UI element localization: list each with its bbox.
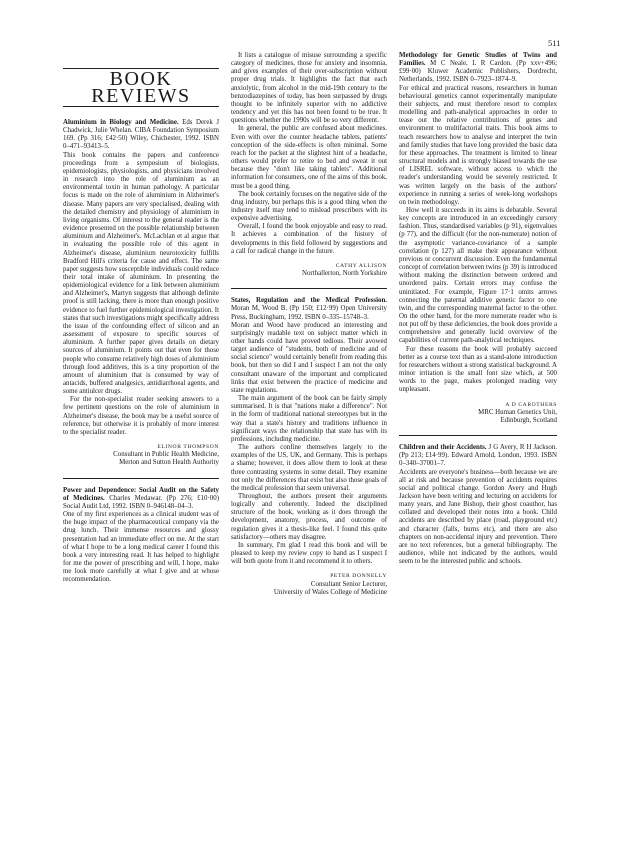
reviewer-affiliation: MRC Human Genetics Unit, <box>478 408 557 416</box>
divider <box>231 288 387 289</box>
reviewer-affiliation: Northallerton, North Yorkshire <box>302 270 387 278</box>
paragraph: The main argument of the book can be fairly simply summarised. It is that "nations make a difference". Not in the form of traditional national stereotypes but in the way that a state's history and traditions influence in significant ways the relationship that state has with its professions, including medicine. <box>231 395 387 443</box>
review-title: Children and their Accidents. <box>399 444 487 452</box>
paragraph: For these reasons the book will probably succeed better as a course text than as a stand-alone introduction for researchers without a strong statistical background. A minor irritation is the small font size which, at 500 words to the page, makes prolonged reading very unpleasant. <box>399 345 557 394</box>
reviewer-name: PETER DONNELLY <box>330 573 387 580</box>
paragraph: The book certainly focuses on the negative side of the drug industry, but perhaps this is a good thing when the industry itself may tend to mislead prescribers with its expensive advertising. <box>231 190 387 223</box>
paragraph: In general, the public are confused about medicines. Even with over the counter headache tablets, patients' conception of the side-effects is often minimal. Some reach for the packet at the slightest hint of a headache, others would prefer to retire to bed and sweat it out because they "don't like taking tablets". Additional information for consumers, one of the aims of this book, must be a good thing. <box>231 125 387 190</box>
reviewer-signature <box>399 401 557 425</box>
reviewer-affiliation: Edinburgh, Scotland <box>500 416 557 424</box>
paragraph: Accidents are everyone's business—both because we are all at risk and because prevention of accidents requires social and political change. Gordon Avery and Hugh Jackson have been writing and lecturing on accidents for many years, and Jane Bishop, their ghost coauthor, has collated and developed their notes into a book. Child accidents are described by place (road, playground etc) and character (falls, burns etc), and there are also chapters on non-accidental injury and prevention. There are no text references, but a general bibliography. The audience, while not indicated by the authors, would seem to be the interested public and schools. <box>399 468 557 566</box>
reviewer-name: A D CAROTHERS <box>505 401 557 408</box>
review-header-power-dependence <box>63 487 219 511</box>
review-header-aluminium <box>63 119 219 152</box>
reviewer-signature <box>231 262 387 278</box>
review-title: Methodology for Genetic Studies of Twins and Families. <box>399 52 557 68</box>
paragraph: This book contains the papers and conference proceedings from a symposium of biologists, epidemiologists, physiologists, and physicians involved in research into the role of aluminium as an environmental toxin in human pathology. A particular focus is made on the role of aluminium in Alzheimer's disease. Many papers are very specialised, dealing with the detailed chemistry and physiology of aluminium in living organisms. Of interest to the general reader is the evidence presented on the possible relationship between aluminium and Alzheimer's. McLachlan et al argue that in evaluating the possible role of this agent in Alzheimer's disease, aluminium neurotoxicity fulfills Bradford Hill's criteria for cause and effect. The same paper suggests how susceptible individuals could reduce their total intake of aluminium. In presenting the epidemiological evidence for a link between aluminium and Alzheimer's, Martyn suggests that although definite proof is still lacking, there is more than enough positive evidence to fuel further epidemiological investigation. It states that such investigations might specifically address the issue of the confounding effect of silicon and an assessment of exposure to specific sources of aluminium. A further paper gives details on dietary sources of aluminium. It points out that even for those people who consume relatively high doses of aluminium through food additives, this is a tiny proportion of the amount of aluminium that is consumed by way of antacids, buffered analgesics, antidiarrhoeal agents, and some antiulcer drugs. <box>63 151 219 396</box>
paragraph: Moran and Wood have produced an interesting and surprisingly readable text on subject matter which in other hands could have proved tedious. Their avowed target audience of "students, both of medicine and of social science" would certainly benefit from reading this book, but then so did I and I suspect I am not the only consultant unaware of the important and complicated links that exist between the practice of medicine and state regulations. <box>231 321 387 394</box>
reviewer-affiliation: Consultant in Public Health Medicine, <box>113 451 219 459</box>
paragraph: The authors confine themselves largely to the examples of the US, UK, and Germany. This is perhaps a shame; however, it does allow them to look at these three contrasting systems in some detail. They examine not only the differences that exist but also those goals of the medical profession that seem universal. <box>231 444 387 492</box>
paragraph: For ethical and practical reasons, researchers in human behavioural genetics cannot experimentally manipulate their subjects, and must therefore resort to complex modelling and path-analytical approaches in order to tease out the relative contributions of genes and environment to multifactorial traits. This book aims to teach researchers how to analyse and interpret the twin and family studies that have long provided the basic data for these approaches. The treatment is limited to linear structural models and is strongly biased towards the use of LISREL software, without access to which the reader's understanding would be severely restricted. It was written largely on the basis of the authors' experience in running a series of week-long workshops on twin methodology. <box>399 84 557 206</box>
section-heading-line-1: BOOK <box>109 68 173 90</box>
reviewer-affiliation: Merton and Sutton Health Authority <box>119 459 219 467</box>
page-number: 511 <box>548 38 561 48</box>
paragraph: In summary, I'm glad I read this book and will be pleased to keep my review copy to hand as I suspect I will both quote from it and recommend it to others. <box>231 541 387 566</box>
review-bibliography: Eds Derek J Chadwick, Julie Whelan. CIBA Foundation Symposium 169. (Pp 316; £42·50) Wiley, Chichester, 1992. ISBN 0–471–93413–5. <box>63 119 220 151</box>
review-title: Aluminium in Biology and Medicine. <box>63 119 179 126</box>
review-title: Power and Dependence: Social Audit on the Safety of Medicines. <box>63 486 219 502</box>
divider <box>399 435 557 436</box>
column-left <box>63 52 219 584</box>
column-middle <box>231 52 387 597</box>
paragraph: It lists a catalogue of misuse surrounding a specific category of medicines, those for anxiety and insomnia, and gives examples of their over-subscription without proper drug trials. It highlights the fact that each anxiolytic, from alcohol in the mid-19th century to the benzodiazepines of today, has been surpassed by drugs thought to be infinitely superior with no addictive tendency and yet this has not been found to be true. It questions whether the 1990s will be so very different. <box>231 52 387 125</box>
section-heading-line-2: REVIEWS <box>91 85 191 107</box>
section-heading <box>63 68 219 107</box>
divider <box>63 478 219 479</box>
paragraph: Throughout, the authors present their arguments logically and coherently. Indeed the disciplined structure of the book, working as it does through the development, anatomy, process, and outcome of regulation gives it a thesis-like feel. I found this quite satisfactory—others may disagree. <box>231 492 387 541</box>
review-bibliography: Moran M, Wood B. (Pp 150; £12·99) Open University Press, Buckingham, 1992. ISBN 0–335–15748–3. <box>231 305 387 321</box>
paragraph: How well it succeeds in its aims is debatable. Several key concepts are introduced in an exceedingly cursory fashion. Thus, standardised variables (p 91), eigenvalues (p 77), and the difficult (for the non-numerate) notion of the asymptotic variance-covariance of a sample correlation (p 127) all make their appearance without previous or concurrent discussion. Even the fundamental concept of correlation between twins (p 39) is introduced without making the distinction between ordered and unordered pairs. Certain errors may confuse the uninitiated. For example, Figure 17·1 omits arrows connecting the paternal additive genetic factor to one twin, and the corresponding maternal factor to the other. On the other hand, for the more numerate reader who is not put off by these deficiencies, the book does provide a comprehensive and generally lucid overview of the capabilities of current path-analytical techniques. <box>399 206 557 345</box>
reviewer-name: ELINOR THOMPSON <box>157 444 219 451</box>
review-header-states-regulation <box>231 297 387 321</box>
reviewer-affiliation: Consultant Senior Lecturer, <box>310 580 387 588</box>
reviewer-signature <box>63 443 219 467</box>
review-bibliography: Charles Medawar. (Pp 276; £10·00) Social Audit Ltd, 1992. ISBN 0–946148–04–3. <box>63 494 219 510</box>
reviewer-name: CATHY ALLISON <box>335 262 387 269</box>
review-bibliography: J G Avery, R H Jackson. (Pp 213; £14·99). Edward Arnold, London, 1993. ISBN 0–340–37001–7. <box>399 444 557 468</box>
review-title: States, Regulation and the Medical Profession. <box>231 297 387 305</box>
paragraph: One of my first experiences as a clinical student was of the huge impact of the pharmaceutical company via the drug lunch. Their immense resources and glossy presentation had an immediate effect on me. At the start of what I hope to be a long medical career I found this book a very interesting read. It has helped to highlight for me the power of prescribing and will, I hope, make me look more carefully at what I give and at whose recommendation. <box>63 511 219 584</box>
review-header-children-accidents <box>399 444 557 468</box>
column-right <box>399 52 557 566</box>
reviewer-signature <box>231 572 387 596</box>
review-bibliography: M C Neale, L R Cardon. (Pp xxv+496; £99·00) Kluwer Academic Publishers, Dordrecht, Netherlands, 1992. ISBN 0–7923–1874–9. <box>399 60 558 84</box>
paragraph: For the non-specialist reader seeking answers to a few pertinent questions on the role of aluminium in Alzheimer's disease, the book may be a useful source of reference, but otherwise it is probably of more interest to the specialist reader. <box>63 396 219 436</box>
reviewer-affiliation: University of Wales College of Medicine <box>273 588 387 596</box>
review-header-genetic-studies <box>399 52 557 85</box>
paragraph: Overall, I found the book enjoyable and easy to read. It achieves a combination of the history of developments in this field followed by suggestions and a call for radical change in the future. <box>231 223 387 255</box>
